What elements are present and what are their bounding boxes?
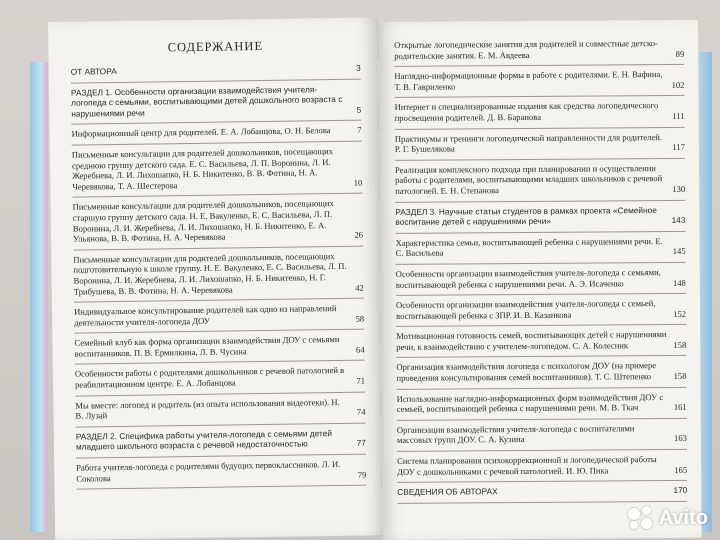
toc-divider bbox=[395, 95, 685, 98]
toc-entry bbox=[397, 454, 687, 477]
toc-divider bbox=[395, 231, 685, 234]
toc-entry-text: СВЕДЕНИЯ ОБ АВТОРАХ bbox=[397, 486, 498, 498]
toc-entry-text: Особенности организации взаимодействия учителя-логопеда с семьей, воспитывающей ребенка с ЗПР. И. В. Казанкова bbox=[395, 298, 656, 321]
toc-entry-text: Интернет и специализированные издания как средства логопедического просвещения родителей. Д. В. Баранова bbox=[394, 100, 659, 123]
toc-entry-text: Индивидуальное консультирование родителей как одно из направлений деятельности учителя-логопеда ДОУ bbox=[73, 303, 337, 328]
toc-divider bbox=[74, 329, 364, 334]
toc-page-number: 130 bbox=[672, 183, 686, 194]
toc-entry bbox=[394, 69, 684, 92]
toc-entry-text: Особенности организации взаимодействия учителя-логопеда с семьями, воспитывающей ребенка с нарушениями речи. А. Э. Исаченко bbox=[395, 266, 661, 290]
toc-page-number: 64 bbox=[355, 344, 365, 355]
toc-divider bbox=[397, 449, 687, 452]
toc-entry bbox=[74, 303, 364, 328]
toc-page-number: 3 bbox=[355, 62, 361, 73]
right-page bbox=[378, 20, 702, 540]
toc-entry-text: Система планирования психокоррекционной и логопедической работы ДОУ с дошкольниками с речевой патологией. И. Ю. Пика bbox=[397, 454, 657, 477]
toc-entry bbox=[395, 100, 685, 123]
toc-entry-text: Письменные консультации для родителей дошкольников, посещающих подготовительную к школе группу. Н. Е. Вакуленко, Е. С. Васильева, Л. П. Воронина, Л. И. Жеребнева, Л. И. Лихошапко, Н. Б. Никитенко, Н. Г. Трибушева, В. В. Фотина, Н. А. Черевякова bbox=[73, 250, 347, 297]
toc-divider bbox=[71, 120, 361, 125]
toc-entry-text: Мы вместе: логопед и родитель (из опыта использования видеотеки). Н. В. Лузай bbox=[75, 396, 340, 421]
toc-page-number: 58 bbox=[355, 313, 365, 324]
toc-page-number: 5 bbox=[356, 104, 362, 115]
toc-divider bbox=[71, 78, 361, 83]
toc-divider bbox=[76, 422, 366, 427]
toc-entry-text: Организация взаимодействия логопеда с психологом ДОУ (на примере проведения консультирования семей воспитанников). Т. С. Штепенко bbox=[396, 360, 657, 383]
toc-page-number: 42 bbox=[355, 282, 364, 293]
toc-page-number: 77 bbox=[356, 438, 366, 449]
toc-divider bbox=[395, 199, 685, 202]
toc-entry bbox=[75, 396, 365, 421]
toc-divider bbox=[397, 480, 687, 483]
toc-entry bbox=[76, 459, 366, 484]
toc-page-number: 152 bbox=[673, 308, 687, 319]
toc-divider bbox=[75, 360, 365, 365]
toc-entry-text: Использование наглядно-информационных форм взаимодействия ДОУ с семьей, воспитывающей ребенка с нарушениями речи. М. В. Ткач bbox=[396, 391, 664, 415]
toc-entry-text: Практикумы и тренинги логопедической направленности для родителей. Р. Г. Бушелякова bbox=[394, 131, 662, 155]
toc-page-number: 170 bbox=[673, 485, 688, 496]
toc-entry-text: РАЗДЕЛ 2. Специфика работы учителя-логопеда с семьями детей младшего школьного возраста с речевой недостаточностью bbox=[75, 427, 333, 453]
toc-divider bbox=[76, 454, 366, 459]
toc-divider bbox=[395, 126, 685, 129]
toc-divider bbox=[72, 193, 362, 198]
toc-entry-text: РАЗДЕЛ 3. Научные статьи студентов в рамках проекта «Семейное воспитание детей с нарушениями речи» bbox=[395, 204, 657, 228]
toc-entry-text: Открытые логопедические занятия для родителей и совместные детско-родительские занятия. Е. М. Авдеева bbox=[394, 38, 658, 61]
toc-divider bbox=[397, 418, 687, 421]
toc-entry bbox=[397, 423, 687, 446]
toc-entry bbox=[73, 198, 364, 244]
toc-list-left bbox=[71, 63, 367, 490]
avito-watermark bbox=[626, 504, 708, 532]
toc-entry-text: Работа учителя-логопеда с родителями будущих первоклассников. Л. И. Соколова bbox=[76, 458, 341, 484]
toc-entry bbox=[395, 163, 685, 197]
toc-page-number: 158 bbox=[673, 339, 687, 350]
toc-entry-text: Реализация комплексного подхода при планировании и осуществлении работы с родителями, воспитывающими младших школьников с речевой патологией. Е. Н. Степанова bbox=[394, 162, 663, 196]
toc-list-right bbox=[394, 38, 687, 504]
toc-entry bbox=[395, 131, 685, 154]
toc-divider bbox=[396, 262, 686, 265]
toc-entry bbox=[71, 83, 361, 119]
toc-entry bbox=[72, 146, 363, 192]
toc-entry-text: Письменные консультации для родителей дошкольников, посещающих среднюю группу детского сада. Е. С. Васильева, Л. П. Воронина, Л. И. Жеребнева, Л. И. Лихошапко, Н. Б. Никитенко, В. В. Фотина, Н. А. Черевякова, Т. А. Шестерова bbox=[71, 146, 334, 192]
toc-entry bbox=[396, 329, 686, 352]
toc-entry bbox=[396, 298, 686, 321]
toc-divider bbox=[396, 324, 686, 327]
toc-page-number: 117 bbox=[672, 142, 685, 153]
toc-page-number: 10 bbox=[353, 177, 363, 188]
toc-entry-text: Информационный центр для родителей. Е. А. Лобанцова, О. Н. Белова bbox=[71, 125, 331, 140]
toc-page-number: 26 bbox=[354, 229, 364, 240]
toc-entry bbox=[75, 365, 365, 390]
watermark-label: Avito bbox=[658, 506, 708, 529]
toc-divider bbox=[75, 391, 365, 396]
toc-entry bbox=[395, 204, 685, 227]
toc-page-number: 79 bbox=[357, 469, 367, 480]
toc-page-number: 148 bbox=[672, 277, 686, 288]
toc-divider bbox=[396, 355, 686, 358]
toc-divider bbox=[72, 141, 362, 146]
toc-divider bbox=[397, 387, 687, 390]
toc-entry-text: Мотивационная готовность семей, воспитывающих детей с нарушениями речи, к взаимодействию с учителем-логопедом. С. А. Колесник bbox=[396, 329, 667, 352]
left-page bbox=[48, 17, 385, 540]
toc-divider bbox=[394, 64, 684, 67]
toc-entry-text: Особенности работы с родителями дошкольников с речевой патологией в реабилитационном центре. Е. А. Лобанцова bbox=[74, 365, 345, 390]
toc-entry bbox=[397, 392, 687, 415]
toc-entry-text: Организация взаимодействия учителя-логопеда с воспитателями массовых групп ДОУ. С. А. Кузина bbox=[396, 423, 635, 446]
toc-entry-text: Характеристика семьи, воспитывающей ребенка с нарушениями речи. Е. С. Васильева bbox=[395, 235, 663, 259]
toc-page-number: 102 bbox=[671, 79, 685, 90]
toc-page-number: 163 bbox=[673, 433, 687, 444]
toc-divider bbox=[396, 293, 686, 296]
toc-page-number: 145 bbox=[672, 246, 686, 257]
toc-entry-text: Семейный клуб как форма организации взаимодействия ДОУ с семьями воспитанников. П. В. Ермилкина, Л. В. Чусина bbox=[74, 334, 340, 359]
toc-entry-text: Письменные консультации для родителей дошкольников, посещающих старшую группу детского сада. Н. Е. Вакуленко, Е. С. Васильева, Л. П. Воронина, Л. И. Жеребнева, Л. И. Лихошапко, Н. Б. Никитенко, Е. А. Ульянова, В. В. Фотина, Н. А. Черевякова bbox=[72, 198, 334, 244]
avito-logo-icon bbox=[626, 504, 654, 532]
toc-entry bbox=[74, 334, 364, 359]
toc-entry bbox=[73, 250, 364, 296]
toc-page-number: 161 bbox=[673, 402, 687, 413]
toc-entry bbox=[396, 360, 686, 383]
toc-divider bbox=[74, 298, 364, 303]
toc-entry bbox=[397, 485, 687, 498]
page-title: СОДЕРЖАНИЕ bbox=[167, 39, 264, 55]
toc-page-number: 74 bbox=[356, 406, 366, 417]
toc-entry-text: РАЗДЕЛ 1. Особенности организации взаимодействия учителя-логопеда с семьями, воспитывающими детей дошкольного возраста с нарушениями речи bbox=[70, 83, 343, 119]
toc-divider bbox=[77, 485, 367, 490]
toc-entry bbox=[71, 125, 361, 140]
toc-entry-text: ОТ АВТОРА bbox=[70, 66, 117, 77]
toc-divider bbox=[73, 245, 363, 250]
toc-entry bbox=[396, 267, 686, 290]
book-cover-edge bbox=[30, 62, 48, 532]
toc-page-number: 158 bbox=[673, 370, 687, 382]
toc-page-number: 71 bbox=[356, 375, 366, 386]
toc-page-number: 143 bbox=[671, 214, 686, 226]
toc-page-number: 165 bbox=[674, 464, 688, 475]
toc-entry-text: Наглядно-информационные формы в работе с родителями. Е. Н. Вафина, Т. В. Гавриленко bbox=[394, 69, 663, 92]
toc-divider bbox=[395, 158, 685, 161]
toc-entry bbox=[76, 427, 366, 452]
toc-entry bbox=[394, 38, 684, 61]
toc-page-number: 7 bbox=[357, 125, 362, 136]
toc-page-number: 89 bbox=[675, 48, 685, 59]
open-book bbox=[22, 22, 712, 540]
toc-entry bbox=[71, 63, 361, 78]
toc-entry bbox=[396, 236, 686, 259]
toc-page-number: 111 bbox=[672, 110, 685, 121]
